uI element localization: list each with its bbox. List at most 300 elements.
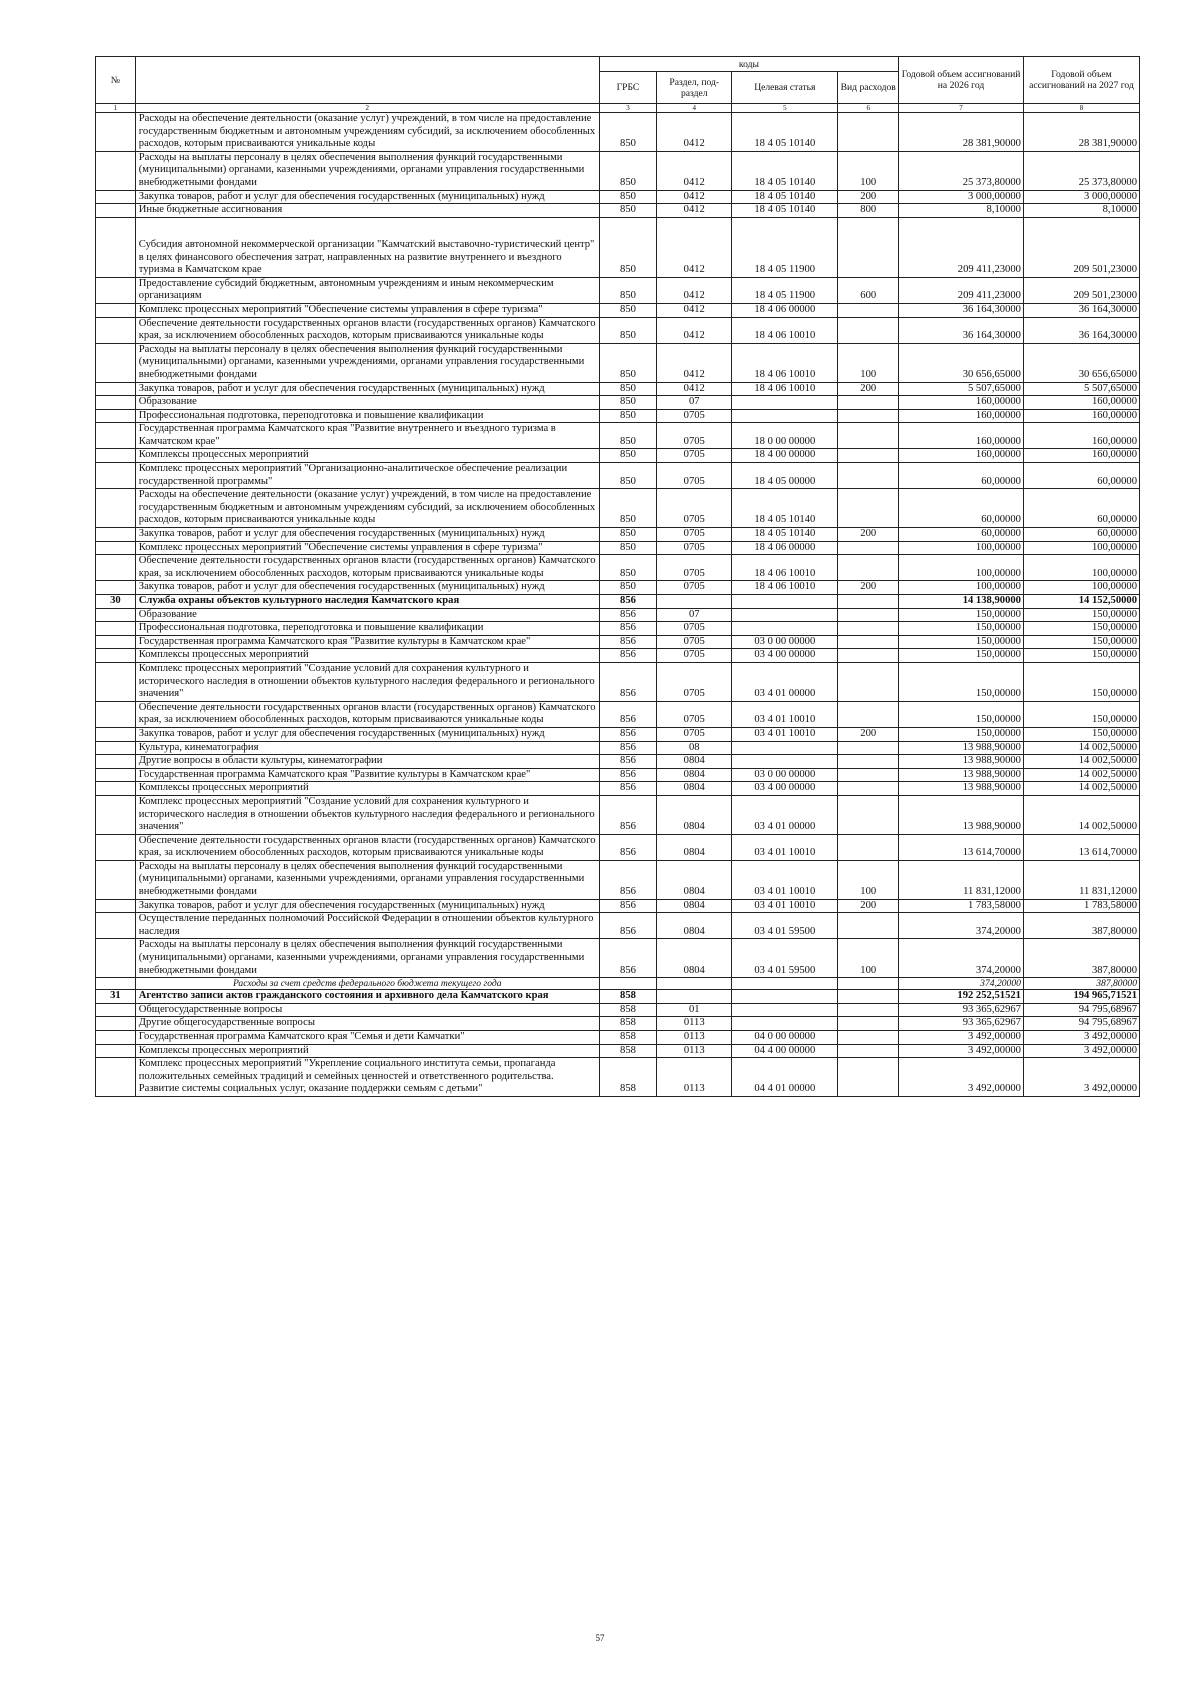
cell-target-article: 03 4 01 10010 (732, 899, 838, 913)
cell-amount-2027: 3 000,00000 (1023, 190, 1139, 204)
header-statya: Целевая статья (732, 72, 838, 104)
cell-description: Обеспечение деятельности государственных органов власти (государственных органов) Камчатского края, за исключением обособленных расходов, которым присваиваются уникальные коды (135, 701, 599, 727)
table-row (96, 899, 1140, 913)
cell-expense-type: 100 (838, 939, 899, 978)
cell-amount-2026: 60,00000 (899, 528, 1024, 542)
cell-number (96, 581, 136, 595)
cell-amount-2026: 36 164,30000 (899, 317, 1024, 343)
cell-number (96, 343, 136, 382)
cell-expense-type (838, 1017, 899, 1031)
cell-amount-2026: 150,00000 (899, 662, 1024, 701)
table-row (96, 190, 1140, 204)
cell-amount-2027: 150,00000 (1023, 649, 1139, 663)
cell-expense-type (838, 795, 899, 834)
cell-razdel: 0705 (657, 581, 732, 595)
table-row (96, 608, 1140, 622)
cell-number (96, 303, 136, 317)
cell-amount-2027: 3 492,00000 (1023, 1058, 1139, 1097)
cell-amount-2027: 387,80000 (1023, 913, 1139, 939)
cell-target-article (732, 396, 838, 410)
table-row (96, 978, 1140, 990)
cell-target-article (732, 622, 838, 636)
cell-grbs: 858 (599, 1044, 656, 1058)
cell-expense-type (838, 649, 899, 663)
cell-razdel: 0412 (657, 217, 732, 277)
cell-grbs: 850 (599, 277, 656, 303)
cell-razdel: 0412 (657, 190, 732, 204)
cell-amount-2026: 36 164,30000 (899, 303, 1024, 317)
cell-description: Комплекс процессных мероприятий "Обеспечение системы управления в сфере туризма" (135, 303, 599, 317)
cell-target-article (732, 1003, 838, 1017)
cell-description: Агентство записи актов гражданского состояния и архивного дела Камчатского края (135, 990, 599, 1004)
cell-expense-type (838, 217, 899, 277)
cell-razdel: 07 (657, 396, 732, 410)
header-number: № (96, 57, 136, 104)
cell-grbs: 850 (599, 151, 656, 190)
cell-description: Субсидия автономной некоммерческой организации "Камчатский выставочно-туристический центр" в целях финансового обеспечения затрат, направленных на развитие внутреннего и въездного туризма в Камчатском крае (135, 217, 599, 277)
cell-description: Образование (135, 396, 599, 410)
cell-amount-2027: 14 002,50000 (1023, 782, 1139, 796)
cell-amount-2027: 28 381,90000 (1023, 113, 1139, 152)
cell-amount-2026: 160,00000 (899, 409, 1024, 423)
cell-expense-type (838, 1003, 899, 1017)
cell-description: Закупка товаров, работ и услуг для обеспечения государственных (муниципальных) нужд (135, 528, 599, 542)
cell-target-article: 03 0 00 00000 (732, 635, 838, 649)
cell-grbs: 850 (599, 541, 656, 555)
table-row (96, 1044, 1140, 1058)
budget-table (95, 56, 1140, 1097)
cell-grbs: 850 (599, 204, 656, 218)
cell-expense-type (838, 913, 899, 939)
cell-number (96, 755, 136, 769)
cell-target-article: 03 4 01 10010 (732, 834, 838, 860)
colnum: 4 (657, 104, 732, 113)
cell-amount-2027: 14 002,50000 (1023, 768, 1139, 782)
cell-razdel: 0705 (657, 662, 732, 701)
cell-razdel: 0804 (657, 795, 732, 834)
cell-amount-2027: 387,80000 (1023, 939, 1139, 978)
cell-razdel: 0412 (657, 303, 732, 317)
cell-razdel: 0113 (657, 1044, 732, 1058)
cell-amount-2027: 36 164,30000 (1023, 303, 1139, 317)
cell-grbs: 850 (599, 190, 656, 204)
table-row (96, 581, 1140, 595)
cell-amount-2026: 13 988,90000 (899, 795, 1024, 834)
cell-grbs: 856 (599, 913, 656, 939)
table-row (96, 701, 1140, 727)
cell-grbs: 850 (599, 217, 656, 277)
table-row (96, 204, 1140, 218)
table-row (96, 1017, 1140, 1031)
cell-number (96, 382, 136, 396)
cell-razdel: 0412 (657, 151, 732, 190)
cell-number (96, 217, 136, 277)
cell-razdel: 0412 (657, 204, 732, 218)
cell-number (96, 649, 136, 663)
table-row (96, 217, 1140, 277)
cell-target-article: 03 4 01 00000 (732, 795, 838, 834)
cell-description: Комплекс процессных мероприятий "Обеспечение системы управления в сфере туризма" (135, 541, 599, 555)
cell-amount-2026: 374,20000 (899, 913, 1024, 939)
cell-expense-type (838, 463, 899, 489)
cell-description: Культура, кинематография (135, 741, 599, 755)
cell-target-article: 18 4 05 10140 (732, 204, 838, 218)
cell-amount-2026: 150,00000 (899, 622, 1024, 636)
table-row (96, 463, 1140, 489)
cell-description: Другие общегосударственные вопросы (135, 1017, 599, 1031)
table-row (96, 939, 1140, 978)
cell-amount-2027: 3 492,00000 (1023, 1031, 1139, 1045)
cell-description: Закупка товаров, работ и услуг для обеспечения государственных (муниципальных) нужд (135, 899, 599, 913)
cell-amount-2026: 14 138,90000 (899, 595, 1024, 609)
cell-expense-type (838, 978, 899, 990)
cell-description: Закупка товаров, работ и услуг для обеспечения государственных (муниципальных) нужд (135, 727, 599, 741)
cell-number (96, 608, 136, 622)
cell-expense-type (838, 701, 899, 727)
cell-razdel: 0804 (657, 782, 732, 796)
table-row (96, 768, 1140, 782)
cell-target-article (732, 608, 838, 622)
cell-razdel: 0705 (657, 649, 732, 663)
cell-amount-2027: 60,00000 (1023, 528, 1139, 542)
cell-grbs: 856 (599, 608, 656, 622)
table-row (96, 649, 1140, 663)
header-codes: коды (599, 57, 898, 72)
cell-amount-2027: 94 795,68967 (1023, 1017, 1139, 1031)
cell-number (96, 768, 136, 782)
cell-razdel: 0412 (657, 277, 732, 303)
cell-amount-2027: 5 507,65000 (1023, 382, 1139, 396)
cell-expense-type: 200 (838, 581, 899, 595)
cell-grbs: 856 (599, 595, 656, 609)
cell-amount-2026: 93 365,62967 (899, 1003, 1024, 1017)
cell-description: Государственная программа Камчатского края "Развитие культуры в Камчатском крае" (135, 635, 599, 649)
cell-number (96, 555, 136, 581)
cell-razdel: 0804 (657, 834, 732, 860)
cell-amount-2027: 150,00000 (1023, 662, 1139, 701)
cell-razdel: 0113 (657, 1031, 732, 1045)
cell-number (96, 204, 136, 218)
cell-description: Комплекс процессных мероприятий "Создание условий для сохранения культурного и исторического наследия в отношении объектов культурного наследия федерального и регионального значения" (135, 795, 599, 834)
cell-grbs: 850 (599, 463, 656, 489)
cell-grbs: 858 (599, 1017, 656, 1031)
table-row (96, 795, 1140, 834)
cell-description: Комплекс процессных мероприятий "Организационно-аналитическое обеспечение реализации государственной программы" (135, 463, 599, 489)
cell-razdel: 0412 (657, 113, 732, 152)
cell-number (96, 1017, 136, 1031)
cell-razdel: 0113 (657, 1017, 732, 1031)
cell-target-article: 18 4 06 10010 (732, 343, 838, 382)
cell-amount-2026: 100,00000 (899, 555, 1024, 581)
table-row (96, 317, 1140, 343)
cell-expense-type (838, 741, 899, 755)
cell-target-article: 18 4 05 10140 (732, 528, 838, 542)
cell-target-article (732, 595, 838, 609)
cell-razdel: 0804 (657, 860, 732, 899)
cell-razdel (657, 990, 732, 1004)
cell-description: Общегосударственные вопросы (135, 1003, 599, 1017)
cell-amount-2027: 100,00000 (1023, 581, 1139, 595)
cell-description: Осуществление переданных полномочий Российской Федерации в отношении объектов культурного наследия (135, 913, 599, 939)
cell-grbs: 856 (599, 899, 656, 913)
cell-razdel: 0705 (657, 409, 732, 423)
cell-number (96, 1031, 136, 1045)
cell-razdel: 0113 (657, 1058, 732, 1097)
cell-grbs: 856 (599, 649, 656, 663)
cell-grbs: 850 (599, 555, 656, 581)
cell-expense-type (838, 1031, 899, 1045)
colnum: 2 (135, 104, 599, 113)
cell-number (96, 701, 136, 727)
header-grbs: ГРБС (599, 72, 656, 104)
cell-number (96, 727, 136, 741)
cell-expense-type: 100 (838, 151, 899, 190)
cell-target-article: 03 4 01 10010 (732, 701, 838, 727)
cell-target-article: 18 4 06 10010 (732, 581, 838, 595)
cell-description: Образование (135, 608, 599, 622)
cell-razdel: 0412 (657, 317, 732, 343)
cell-expense-type: 100 (838, 860, 899, 899)
cell-amount-2027: 160,00000 (1023, 423, 1139, 449)
cell-amount-2026: 60,00000 (899, 489, 1024, 528)
cell-description: Расходы на выплаты персоналу в целях обеспечения выполнения функций государственными (муниципальными) органами, казенными учреждениями, органами управления государственными внебюджетными фондами (135, 860, 599, 899)
table-row (96, 113, 1140, 152)
cell-razdel: 0705 (657, 541, 732, 555)
cell-expense-type (838, 608, 899, 622)
cell-grbs: 850 (599, 581, 656, 595)
cell-amount-2027: 94 795,68967 (1023, 1003, 1139, 1017)
cell-amount-2026: 3 492,00000 (899, 1058, 1024, 1097)
page-number: 57 (595, 1633, 605, 1643)
cell-razdel (657, 978, 732, 990)
cell-grbs: 856 (599, 795, 656, 834)
table-row (96, 622, 1140, 636)
cell-amount-2026: 13 988,90000 (899, 741, 1024, 755)
table-row (96, 595, 1140, 609)
cell-number (96, 528, 136, 542)
cell-target-article: 04 4 01 00000 (732, 1058, 838, 1097)
table-row (96, 277, 1140, 303)
table-row (96, 1031, 1140, 1045)
cell-description: Профессиональная подготовка, переподготовка и повышение квалификации (135, 622, 599, 636)
cell-amount-2026: 30 656,65000 (899, 343, 1024, 382)
cell-razdel: 0705 (657, 449, 732, 463)
header-razdel: Раздел, под-раздел (657, 72, 732, 104)
cell-grbs: 856 (599, 782, 656, 796)
cell-description: Расходы на обеспечение деятельности (оказание услуг) учреждений, в том числе на предоставление государственным бюджетным и автономным учреждениям субсидий, за исключением обособленных расходов, которым присваиваются уникальные коды (135, 489, 599, 528)
cell-amount-2027: 100,00000 (1023, 541, 1139, 555)
cell-amount-2026: 150,00000 (899, 701, 1024, 727)
cell-expense-type (838, 409, 899, 423)
cell-amount-2027: 387,80000 (1023, 978, 1139, 990)
cell-target-article: 03 4 01 10010 (732, 860, 838, 899)
colnum: 7 (899, 104, 1024, 113)
table-row (96, 662, 1140, 701)
cell-grbs: 858 (599, 1058, 656, 1097)
cell-description: Расходы на выплаты персоналу в целях обеспечения выполнения функций государственными (муниципальными) органами, казенными учреждениями, органами управления государственными внебюджетными фондами (135, 151, 599, 190)
cell-expense-type (838, 768, 899, 782)
cell-amount-2026: 374,20000 (899, 939, 1024, 978)
cell-grbs (599, 978, 656, 990)
table-row (96, 755, 1140, 769)
cell-grbs: 856 (599, 727, 656, 741)
cell-amount-2027: 160,00000 (1023, 409, 1139, 423)
colnum: 3 (599, 104, 656, 113)
cell-grbs: 858 (599, 1003, 656, 1017)
cell-amount-2026: 13 988,90000 (899, 768, 1024, 782)
cell-description: Предоставление субсидий бюджетным, автономным учреждениям и иным некоммерческим организациям (135, 277, 599, 303)
table-row (96, 528, 1140, 542)
cell-razdel: 0705 (657, 635, 732, 649)
cell-razdel: 0412 (657, 382, 732, 396)
cell-expense-type (838, 622, 899, 636)
cell-amount-2027: 25 373,80000 (1023, 151, 1139, 190)
cell-description: Комплекс процессных мероприятий "Укрепление социального института семьи, пропаганда положительных семейных традиций и семейных ценностей и ответственного родительства. Развитие системы социальных услуг, оказание поддержки семьям с детьми" (135, 1058, 599, 1097)
cell-amount-2027: 14 002,50000 (1023, 755, 1139, 769)
cell-number (96, 782, 136, 796)
cell-description: Другие вопросы в области культуры, кинематографии (135, 755, 599, 769)
cell-grbs: 856 (599, 768, 656, 782)
cell-razdel: 0705 (657, 489, 732, 528)
colnum: 6 (838, 104, 899, 113)
table-row (96, 423, 1140, 449)
cell-number (96, 795, 136, 834)
cell-target-article (732, 755, 838, 769)
cell-description: Расходы за счет средств федерального бюджета текущего года (135, 978, 599, 990)
cell-target-article: 18 0 00 00000 (732, 423, 838, 449)
cell-number (96, 1058, 136, 1097)
table-row (96, 727, 1140, 741)
cell-amount-2026: 93 365,62967 (899, 1017, 1024, 1031)
cell-target-article: 03 4 00 00000 (732, 782, 838, 796)
cell-expense-type (838, 303, 899, 317)
table-row (96, 782, 1140, 796)
cell-amount-2027: 13 614,70000 (1023, 834, 1139, 860)
cell-expense-type (838, 113, 899, 152)
cell-amount-2027: 60,00000 (1023, 489, 1139, 528)
cell-target-article (732, 978, 838, 990)
cell-number (96, 741, 136, 755)
cell-description: Государственная программа Камчатского края "Развитие культуры в Камчатском крае" (135, 768, 599, 782)
cell-number: 31 (96, 990, 136, 1004)
cell-grbs: 850 (599, 343, 656, 382)
cell-description: Иные бюджетные ассигнования (135, 204, 599, 218)
cell-grbs: 850 (599, 113, 656, 152)
cell-target-article: 18 4 00 00000 (732, 449, 838, 463)
cell-amount-2027: 30 656,65000 (1023, 343, 1139, 382)
cell-description: Закупка товаров, работ и услуг для обеспечения государственных (муниципальных) нужд (135, 382, 599, 396)
cell-expense-type (838, 541, 899, 555)
cell-grbs: 856 (599, 834, 656, 860)
cell-target-article: 18 4 06 10010 (732, 555, 838, 581)
cell-grbs: 850 (599, 449, 656, 463)
cell-target-article: 03 0 00 00000 (732, 768, 838, 782)
cell-description: Комплексы процессных мероприятий (135, 782, 599, 796)
cell-amount-2027: 11 831,12000 (1023, 860, 1139, 899)
cell-grbs: 856 (599, 741, 656, 755)
cell-amount-2027: 209 501,23000 (1023, 217, 1139, 277)
cell-amount-2027: 209 501,23000 (1023, 277, 1139, 303)
cell-amount-2027: 150,00000 (1023, 635, 1139, 649)
cell-amount-2027: 14 002,50000 (1023, 795, 1139, 834)
table-row (96, 834, 1140, 860)
table-row (96, 1058, 1140, 1097)
cell-grbs: 850 (599, 489, 656, 528)
cell-expense-type (838, 555, 899, 581)
cell-grbs: 856 (599, 755, 656, 769)
colnum: 5 (732, 104, 838, 113)
cell-amount-2027: 150,00000 (1023, 608, 1139, 622)
cell-number (96, 396, 136, 410)
cell-expense-type (838, 1058, 899, 1097)
cell-amount-2027: 1 783,58000 (1023, 899, 1139, 913)
cell-razdel: 0804 (657, 768, 732, 782)
cell-target-article: 03 4 01 59500 (732, 913, 838, 939)
cell-razdel: 08 (657, 741, 732, 755)
cell-grbs: 850 (599, 382, 656, 396)
cell-amount-2026: 13 988,90000 (899, 755, 1024, 769)
cell-amount-2027: 3 492,00000 (1023, 1044, 1139, 1058)
cell-description: Закупка товаров, работ и услуг для обеспечения государственных (муниципальных) нужд (135, 190, 599, 204)
cell-number (96, 541, 136, 555)
cell-razdel: 0804 (657, 755, 732, 769)
cell-razdel: 0804 (657, 899, 732, 913)
cell-razdel: 0705 (657, 727, 732, 741)
cell-target-article (732, 409, 838, 423)
cell-target-article: 18 4 05 10140 (732, 190, 838, 204)
cell-grbs: 856 (599, 635, 656, 649)
cell-number (96, 913, 136, 939)
cell-grbs: 850 (599, 396, 656, 410)
cell-target-article: 04 0 00 00000 (732, 1031, 838, 1045)
cell-grbs: 850 (599, 528, 656, 542)
cell-amount-2027: 14 002,50000 (1023, 741, 1139, 755)
cell-description: Комплексы процессных мероприятий (135, 649, 599, 663)
cell-grbs: 856 (599, 622, 656, 636)
cell-target-article: 03 4 01 00000 (732, 662, 838, 701)
cell-target-article: 18 4 05 00000 (732, 463, 838, 489)
cell-amount-2026: 150,00000 (899, 608, 1024, 622)
cell-number (96, 277, 136, 303)
cell-amount-2027: 8,10000 (1023, 204, 1139, 218)
table-row (96, 990, 1140, 1004)
cell-description: Расходы на выплаты персоналу в целях обеспечения выполнения функций государственными (муниципальными) органами, казенными учреждениями, органами управления государственными внебюджетными фондами (135, 939, 599, 978)
table-row (96, 913, 1140, 939)
cell-razdel: 0705 (657, 622, 732, 636)
cell-description: Профессиональная подготовка, переподготовка и повышение квалификации (135, 409, 599, 423)
cell-amount-2026: 160,00000 (899, 449, 1024, 463)
cell-target-article: 18 4 06 10010 (732, 317, 838, 343)
cell-grbs: 858 (599, 1031, 656, 1045)
cell-amount-2027: 14 152,50000 (1023, 595, 1139, 609)
cell-expense-type (838, 755, 899, 769)
cell-expense-type: 800 (838, 204, 899, 218)
cell-expense-type (838, 990, 899, 1004)
cell-amount-2026: 25 373,80000 (899, 151, 1024, 190)
cell-target-article (732, 741, 838, 755)
cell-target-article: 18 4 05 10140 (732, 489, 838, 528)
cell-number: 30 (96, 595, 136, 609)
cell-amount-2027: 160,00000 (1023, 449, 1139, 463)
cell-number (96, 409, 136, 423)
cell-amount-2026: 5 507,65000 (899, 382, 1024, 396)
cell-expense-type (838, 423, 899, 449)
cell-target-article (732, 1017, 838, 1031)
cell-expense-type (838, 449, 899, 463)
cell-razdel: 01 (657, 1003, 732, 1017)
cell-number (96, 635, 136, 649)
cell-description: Служба охраны объектов культурного наследия Камчатского края (135, 595, 599, 609)
